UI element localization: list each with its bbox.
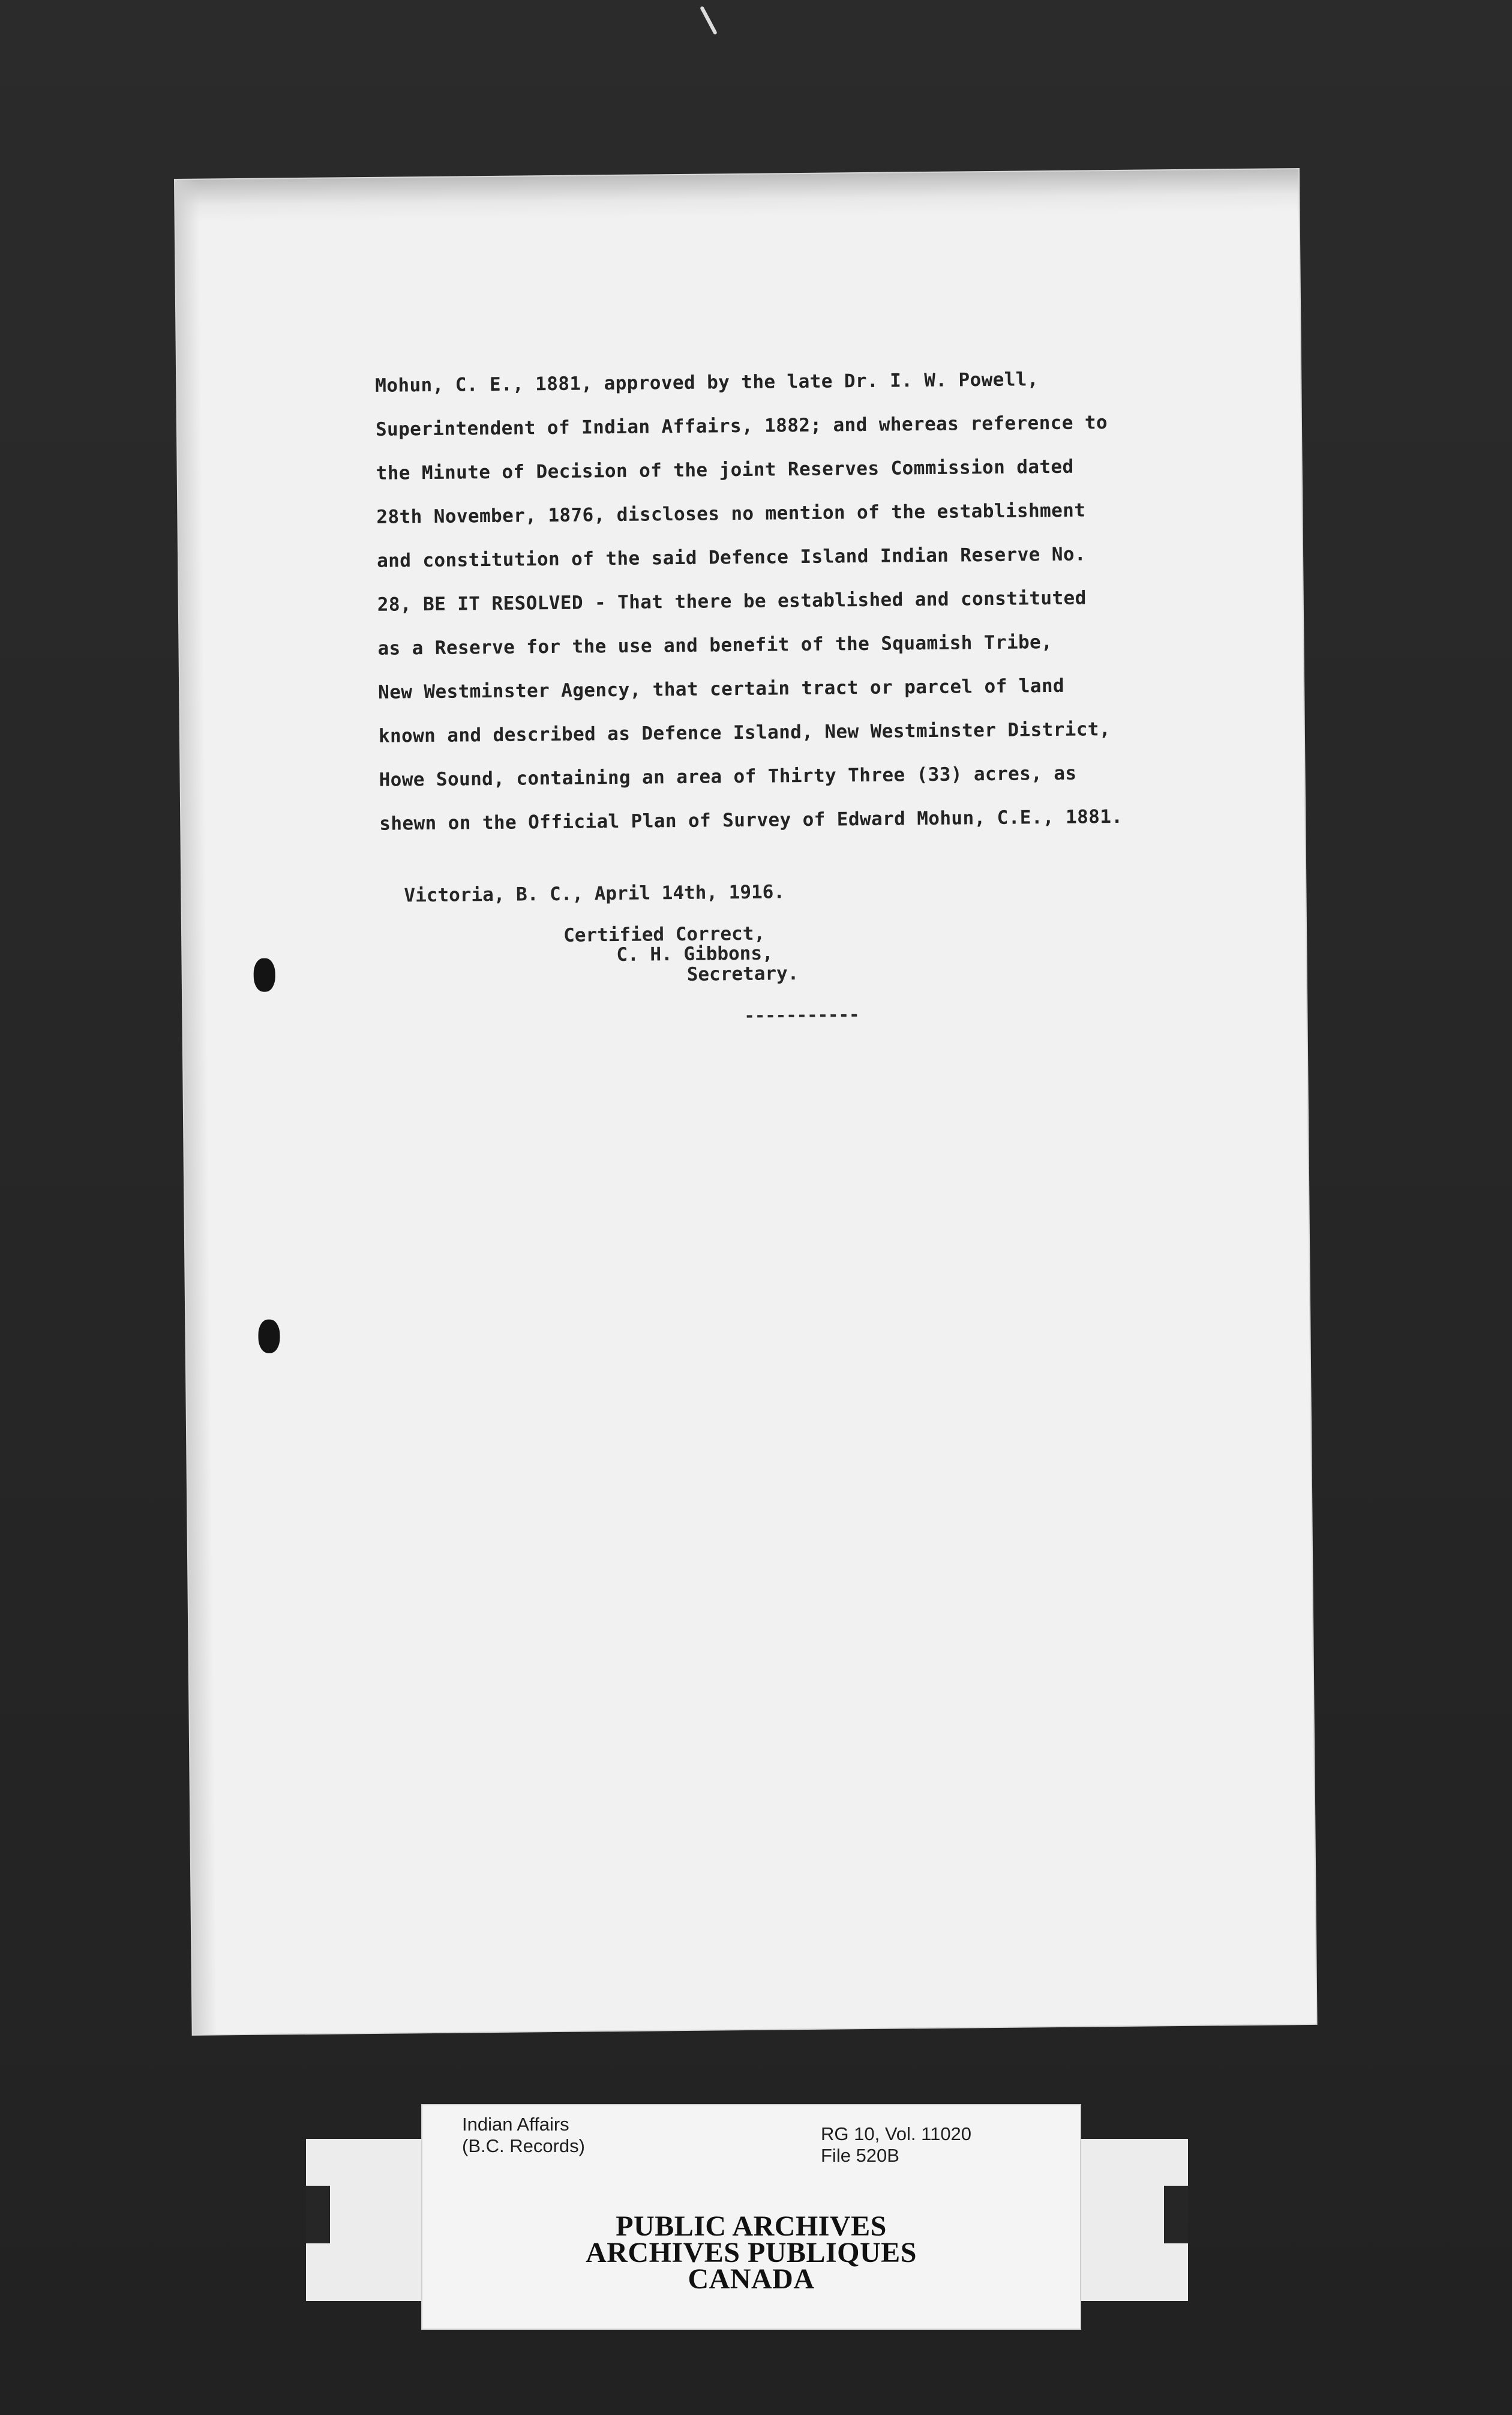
text-line: New Westminster Agency, that certain tract or parcel of land <box>378 675 1065 703</box>
signatory-name: C. H. Gibbons, <box>616 942 773 966</box>
archive-label <box>421 2104 1081 2330</box>
text-line: the Minute of Decision of the joint Reserves Commission dated <box>376 456 1074 484</box>
file-number: File 520B <box>821 2145 899 2166</box>
archives-stamp-line: CANADA <box>688 2263 815 2295</box>
closing-rule: ----------- <box>744 1004 860 1026</box>
punch-hole-bottom <box>258 1319 280 1353</box>
text-line: Howe Sound, containing an area of Thirty Three (33) acres, as <box>379 762 1077 791</box>
text-line: Mohun, C. E., 1881, approved by the late Dr. I. W. Powell, <box>375 368 1039 397</box>
certification-line: Certified Correct, <box>563 922 766 946</box>
text-line: shewn on the Official Plan of Survey of Edward Mohun, C.E., 1881. <box>379 805 1123 835</box>
collection-name: Indian Affairs <box>462 2114 569 2135</box>
text-line: as a Reserve for the use and benefit of the Squamish Tribe, <box>377 631 1053 660</box>
signatory-title: Secretary. <box>686 963 799 985</box>
resolution-text <box>375 356 1256 846</box>
film-edge-mark <box>700 6 718 35</box>
archives-stamp <box>422 2210 1080 2295</box>
archives-stamp-line: ARCHIVES PUBLIQUES <box>586 2237 917 2269</box>
text-line: known and described as Defence Island, New Westminster District, <box>378 718 1111 747</box>
label-notch-right <box>1164 2186 1188 2243</box>
text-line: and constitution of the said Defence Island Indian Reserve No. <box>376 543 1087 572</box>
punch-hole-top <box>253 958 275 991</box>
dateline: Victoria, B. C., April 14th, 1916. <box>404 881 785 907</box>
text-line: 28, BE IT RESOLVED - That there be established and constituted <box>377 587 1087 616</box>
collection-subtitle: (B.C. Records) <box>462 2135 585 2156</box>
text-line: Superintendent of Indian Affairs, 1882; and whereas reference to <box>375 412 1108 441</box>
archives-stamp-line: PUBLIC ARCHIVES <box>616 2210 887 2242</box>
text-line: 28th November, 1876, discloses no mention of the establishment <box>376 499 1086 528</box>
label-notch-left <box>306 2186 330 2243</box>
record-group: RG 10, Vol. 11020 <box>821 2123 972 2144</box>
document-page <box>175 169 1316 2035</box>
